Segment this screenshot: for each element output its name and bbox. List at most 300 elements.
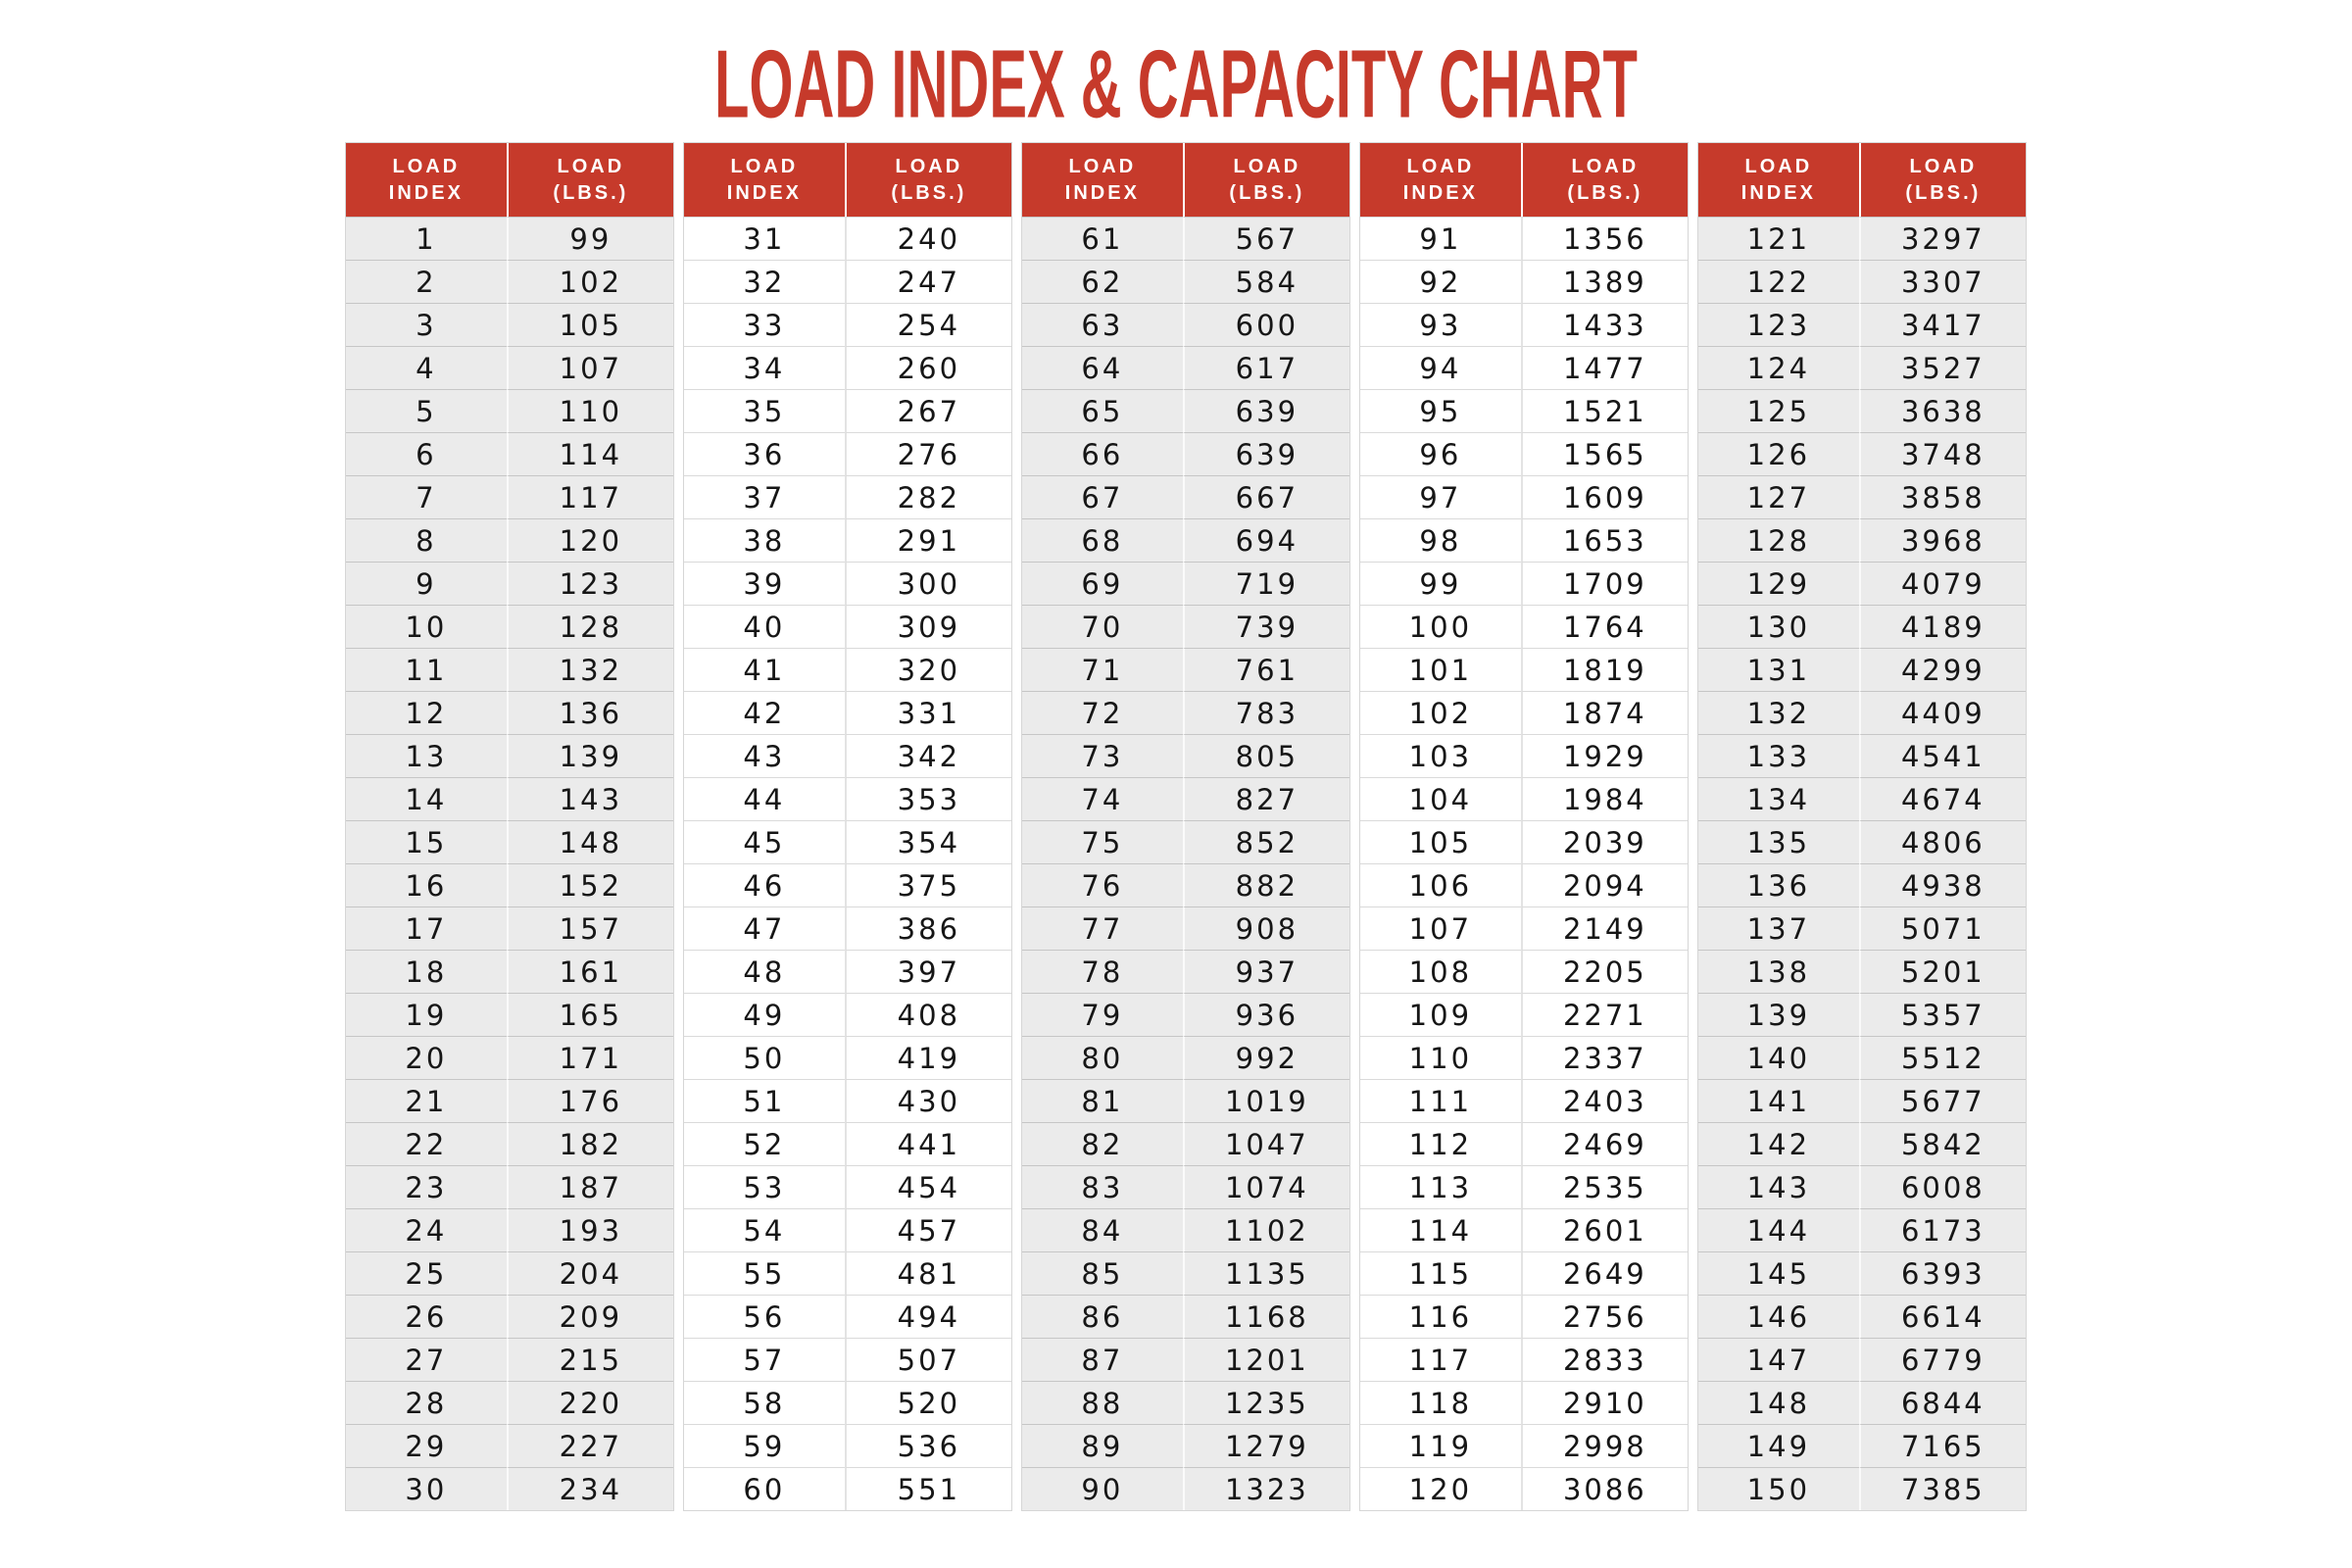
load-lbs-cell: 481 (845, 1251, 1011, 1295)
load-lbs-cell: 148 (507, 820, 673, 863)
column-header-load-index (346, 143, 507, 217)
load-index-cell: 107 (1360, 906, 1521, 950)
load-index-cell: 89 (1022, 1424, 1183, 1467)
load-lbs-cell: 234 (507, 1467, 673, 1510)
load-lbs-cell: 139 (507, 734, 673, 777)
load-lbs-cell: 276 (845, 432, 1011, 475)
load-lbs-cell: 1929 (1521, 734, 1688, 777)
load-lbs-cell: 4806 (1859, 820, 2026, 863)
load-index-cell: 71 (1022, 648, 1183, 691)
load-index-cell: 64 (1022, 346, 1183, 389)
load-index-cell: 102 (1360, 691, 1521, 734)
load-lbs-cell: 342 (845, 734, 1011, 777)
column-header-load-lbs (1183, 143, 1349, 217)
load-index-cell: 116 (1360, 1295, 1521, 1338)
load-lbs-cell: 694 (1183, 518, 1349, 562)
load-index-cell: 85 (1022, 1251, 1183, 1295)
load-index-cell: 34 (684, 346, 845, 389)
load-index-cell: 47 (684, 906, 845, 950)
load-lbs-cell: 2833 (1521, 1338, 1688, 1381)
load-index-cell: 138 (1698, 950, 1859, 993)
load-index-cell: 97 (1360, 475, 1521, 518)
load-index-cell: 141 (1698, 1079, 1859, 1122)
load-lbs-cell: 114 (507, 432, 673, 475)
load-lbs-cell: 3297 (1859, 217, 2026, 260)
load-lbs-cell: 282 (845, 475, 1011, 518)
load-index-cell: 78 (1022, 950, 1183, 993)
load-lbs-cell: 2535 (1521, 1165, 1688, 1208)
load-index-cell: 108 (1360, 950, 1521, 993)
header-line: LOAD (1068, 155, 1137, 177)
load-lbs-cell: 2998 (1521, 1424, 1688, 1467)
page-title: LOAD INDEX & CAPACITY CHART (714, 30, 1638, 139)
load-lbs-cell: 7385 (1859, 1467, 2026, 1510)
load-index-cell: 74 (1022, 777, 1183, 820)
column-header-load-lbs (507, 143, 673, 217)
column-header-load-lbs (1521, 143, 1688, 217)
load-lbs-cell: 805 (1183, 734, 1349, 777)
load-lbs-cell: 5071 (1859, 906, 2026, 950)
load-index-cell: 14 (346, 777, 507, 820)
load-index-cell: 92 (1360, 260, 1521, 303)
load-lbs-cell: 2756 (1521, 1295, 1688, 1338)
load-index-cell: 115 (1360, 1251, 1521, 1295)
table-group-5 (1697, 142, 2027, 1511)
load-index-cell: 109 (1360, 993, 1521, 1036)
load-lbs-cell: 6844 (1859, 1381, 2026, 1424)
load-index-cell: 73 (1022, 734, 1183, 777)
load-index-cell: 32 (684, 260, 845, 303)
load-lbs-cell: 1433 (1521, 303, 1688, 346)
load-index-cell: 119 (1360, 1424, 1521, 1467)
load-lbs-cell: 1201 (1183, 1338, 1349, 1381)
table-group-1 (345, 142, 674, 1511)
column-header-load-lbs (845, 143, 1011, 217)
load-index-cell: 24 (346, 1208, 507, 1251)
load-index-cell: 57 (684, 1338, 845, 1381)
load-index-cell: 6 (346, 432, 507, 475)
table-group-3 (1021, 142, 1350, 1511)
load-lbs-cell: 2205 (1521, 950, 1688, 993)
load-lbs-cell: 2601 (1521, 1208, 1688, 1251)
load-lbs-cell: 120 (507, 518, 673, 562)
load-index-cell: 123 (1698, 303, 1859, 346)
load-lbs-cell: 331 (845, 691, 1011, 734)
load-index-cell: 59 (684, 1424, 845, 1467)
load-lbs-cell: 1135 (1183, 1251, 1349, 1295)
load-lbs-cell: 220 (507, 1381, 673, 1424)
load-lbs-cell: 1356 (1521, 217, 1688, 260)
load-lbs-cell: 5677 (1859, 1079, 2026, 1122)
load-index-cell: 104 (1360, 777, 1521, 820)
load-lbs-cell: 1764 (1521, 605, 1688, 648)
load-lbs-cell: 240 (845, 217, 1011, 260)
header-line: LOAD (1233, 155, 1301, 177)
header-line: (LBS.) (1229, 181, 1305, 204)
load-index-cell: 144 (1698, 1208, 1859, 1251)
load-lbs-cell: 408 (845, 993, 1011, 1036)
load-lbs-cell: 3086 (1521, 1467, 1688, 1510)
load-lbs-cell: 1521 (1521, 389, 1688, 432)
load-index-cell: 81 (1022, 1079, 1183, 1122)
load-lbs-cell: 1984 (1521, 777, 1688, 820)
load-index-cell: 69 (1022, 562, 1183, 605)
load-index-cell: 122 (1698, 260, 1859, 303)
load-lbs-cell: 2337 (1521, 1036, 1688, 1079)
load-lbs-cell: 193 (507, 1208, 673, 1251)
load-lbs-cell: 105 (507, 303, 673, 346)
load-index-cell: 131 (1698, 648, 1859, 691)
load-index-cell: 114 (1360, 1208, 1521, 1251)
load-lbs-cell: 291 (845, 518, 1011, 562)
load-index-cell: 54 (684, 1208, 845, 1251)
header-line: INDEX (1064, 181, 1140, 204)
header-line: (LBS.) (553, 181, 629, 204)
load-lbs-cell: 5357 (1859, 993, 2026, 1036)
load-lbs-cell: 639 (1183, 432, 1349, 475)
load-index-cell: 147 (1698, 1338, 1859, 1381)
load-lbs-cell: 520 (845, 1381, 1011, 1424)
load-index-cell: 1 (346, 217, 507, 260)
header-line: LOAD (1909, 155, 1978, 177)
load-lbs-cell: 107 (507, 346, 673, 389)
header-line: INDEX (1402, 181, 1478, 204)
load-index-cell: 134 (1698, 777, 1859, 820)
load-lbs-cell: 143 (507, 777, 673, 820)
header-line: (LBS.) (891, 181, 967, 204)
load-lbs-cell: 6008 (1859, 1165, 2026, 1208)
load-lbs-cell: 783 (1183, 691, 1349, 734)
load-lbs-cell: 617 (1183, 346, 1349, 389)
load-index-cell: 26 (346, 1295, 507, 1338)
load-lbs-cell: 852 (1183, 820, 1349, 863)
load-lbs-cell: 1653 (1521, 518, 1688, 562)
load-lbs-cell: 719 (1183, 562, 1349, 605)
load-index-cell: 28 (346, 1381, 507, 1424)
load-index-cell: 7 (346, 475, 507, 518)
load-lbs-cell: 5842 (1859, 1122, 2026, 1165)
load-index-cell: 146 (1698, 1295, 1859, 1338)
load-index-cell: 132 (1698, 691, 1859, 734)
load-index-cell: 72 (1022, 691, 1183, 734)
load-index-cell: 68 (1022, 518, 1183, 562)
load-lbs-cell: 584 (1183, 260, 1349, 303)
load-lbs-cell: 204 (507, 1251, 673, 1295)
load-index-cell: 95 (1360, 389, 1521, 432)
load-lbs-cell: 567 (1183, 217, 1349, 260)
header-line: LOAD (392, 155, 461, 177)
load-index-cell: 52 (684, 1122, 845, 1165)
load-lbs-cell: 227 (507, 1424, 673, 1467)
load-index-cell: 12 (346, 691, 507, 734)
load-index-cell: 22 (346, 1122, 507, 1165)
load-index-cell: 36 (684, 432, 845, 475)
load-lbs-cell: 6614 (1859, 1295, 2026, 1338)
header-line: INDEX (726, 181, 802, 204)
load-index-cell: 91 (1360, 217, 1521, 260)
load-lbs-cell: 1102 (1183, 1208, 1349, 1251)
load-lbs-cell: 3417 (1859, 303, 2026, 346)
load-lbs-cell: 4189 (1859, 605, 2026, 648)
load-index-cell: 106 (1360, 863, 1521, 906)
load-lbs-cell: 386 (845, 906, 1011, 950)
header-line: (LBS.) (1567, 181, 1643, 204)
load-lbs-cell: 128 (507, 605, 673, 648)
load-index-cell: 136 (1698, 863, 1859, 906)
load-index-cell: 55 (684, 1251, 845, 1295)
load-lbs-cell: 1074 (1183, 1165, 1349, 1208)
load-lbs-cell: 882 (1183, 863, 1349, 906)
load-lbs-cell: 2403 (1521, 1079, 1688, 1122)
table-group-2 (683, 142, 1012, 1511)
load-index-cell: 103 (1360, 734, 1521, 777)
load-lbs-cell: 536 (845, 1424, 1011, 1467)
load-index-cell: 117 (1360, 1338, 1521, 1381)
load-index-cell: 49 (684, 993, 845, 1036)
load-lbs-cell: 110 (507, 389, 673, 432)
load-index-cell: 56 (684, 1295, 845, 1338)
load-index-cell: 62 (1022, 260, 1183, 303)
load-lbs-cell: 2469 (1521, 1122, 1688, 1165)
load-lbs-cell: 117 (507, 475, 673, 518)
load-lbs-cell: 1874 (1521, 691, 1688, 734)
load-lbs-cell: 3858 (1859, 475, 2026, 518)
load-lbs-cell: 761 (1183, 648, 1349, 691)
load-index-cell: 30 (346, 1467, 507, 1510)
load-index-cell: 43 (684, 734, 845, 777)
load-lbs-cell: 397 (845, 950, 1011, 993)
load-lbs-cell: 165 (507, 993, 673, 1036)
load-index-cell: 112 (1360, 1122, 1521, 1165)
load-index-cell: 145 (1698, 1251, 1859, 1295)
load-index-cell: 139 (1698, 993, 1859, 1036)
load-index-cell: 4 (346, 346, 507, 389)
load-lbs-cell: 1389 (1521, 260, 1688, 303)
load-index-cell: 118 (1360, 1381, 1521, 1424)
load-index-cell: 70 (1022, 605, 1183, 648)
load-index-cell: 25 (346, 1251, 507, 1295)
load-lbs-cell: 320 (845, 648, 1011, 691)
load-lbs-cell: 5512 (1859, 1036, 2026, 1079)
load-lbs-cell: 353 (845, 777, 1011, 820)
load-index-cell: 65 (1022, 389, 1183, 432)
load-index-cell: 20 (346, 1036, 507, 1079)
load-index-cell: 120 (1360, 1467, 1521, 1510)
load-lbs-cell: 908 (1183, 906, 1349, 950)
load-lbs-cell: 1235 (1183, 1381, 1349, 1424)
load-index-cell: 17 (346, 906, 507, 950)
load-lbs-cell: 267 (845, 389, 1011, 432)
load-index-cell: 129 (1698, 562, 1859, 605)
header-line: LOAD (557, 155, 625, 177)
load-index-cell: 90 (1022, 1467, 1183, 1510)
load-lbs-cell: 936 (1183, 993, 1349, 1036)
load-lbs-cell: 639 (1183, 389, 1349, 432)
load-lbs-cell: 4938 (1859, 863, 2026, 906)
load-index-cell: 121 (1698, 217, 1859, 260)
load-lbs-cell: 2910 (1521, 1381, 1688, 1424)
header-line: (LBS.) (1905, 181, 1982, 204)
load-index-cell: 127 (1698, 475, 1859, 518)
load-lbs-cell: 600 (1183, 303, 1349, 346)
load-lbs-cell: 1168 (1183, 1295, 1349, 1338)
column-header-load-index (684, 143, 845, 217)
column-header-load-lbs (1859, 143, 2026, 217)
load-index-cell: 105 (1360, 820, 1521, 863)
load-index-cell: 2 (346, 260, 507, 303)
load-index-cell: 150 (1698, 1467, 1859, 1510)
load-index-cell: 94 (1360, 346, 1521, 389)
load-index-cell: 86 (1022, 1295, 1183, 1338)
load-index-cell: 38 (684, 518, 845, 562)
load-lbs-cell: 2649 (1521, 1251, 1688, 1295)
load-lbs-cell: 4299 (1859, 648, 2026, 691)
load-index-cell: 113 (1360, 1165, 1521, 1208)
load-lbs-cell: 551 (845, 1467, 1011, 1510)
load-index-cell: 130 (1698, 605, 1859, 648)
load-lbs-cell: 99 (507, 217, 673, 260)
load-lbs-cell: 300 (845, 562, 1011, 605)
table-group-4 (1359, 142, 1689, 1511)
load-index-cell: 84 (1022, 1208, 1183, 1251)
column-header-load-index (1698, 143, 1859, 217)
load-index-cell: 137 (1698, 906, 1859, 950)
load-index-cell: 5 (346, 389, 507, 432)
load-index-cell: 100 (1360, 605, 1521, 648)
load-lbs-cell: 1047 (1183, 1122, 1349, 1165)
load-index-cell: 149 (1698, 1424, 1859, 1467)
header-line: LOAD (895, 155, 963, 177)
load-index-cell: 80 (1022, 1036, 1183, 1079)
load-lbs-cell: 136 (507, 691, 673, 734)
load-index-cell: 58 (684, 1381, 845, 1424)
load-lbs-cell: 4541 (1859, 734, 2026, 777)
load-lbs-cell: 937 (1183, 950, 1349, 993)
load-lbs-cell: 182 (507, 1122, 673, 1165)
load-lbs-cell: 507 (845, 1338, 1011, 1381)
header-line: LOAD (1571, 155, 1640, 177)
load-lbs-cell: 152 (507, 863, 673, 906)
load-index-cell: 39 (684, 562, 845, 605)
load-index-cell: 133 (1698, 734, 1859, 777)
load-lbs-cell: 1279 (1183, 1424, 1349, 1467)
load-lbs-cell: 354 (845, 820, 1011, 863)
load-lbs-cell: 176 (507, 1079, 673, 1122)
load-lbs-cell: 457 (845, 1208, 1011, 1251)
header-line: INDEX (388, 181, 464, 204)
load-lbs-cell: 3968 (1859, 518, 2026, 562)
load-index-cell: 61 (1022, 217, 1183, 260)
load-index-cell: 126 (1698, 432, 1859, 475)
load-lbs-cell: 1819 (1521, 648, 1688, 691)
load-lbs-cell: 123 (507, 562, 673, 605)
load-index-cell: 142 (1698, 1122, 1859, 1165)
load-index-cell: 60 (684, 1467, 845, 1510)
load-index-cell: 111 (1360, 1079, 1521, 1122)
load-lbs-cell: 161 (507, 950, 673, 993)
load-lbs-cell: 102 (507, 260, 673, 303)
load-lbs-cell: 187 (507, 1165, 673, 1208)
load-lbs-cell: 5201 (1859, 950, 2026, 993)
load-index-cell: 66 (1022, 432, 1183, 475)
header-line: LOAD (730, 155, 799, 177)
load-lbs-cell: 6393 (1859, 1251, 2026, 1295)
load-lbs-cell: 2039 (1521, 820, 1688, 863)
load-index-cell: 40 (684, 605, 845, 648)
load-index-cell: 53 (684, 1165, 845, 1208)
load-lbs-cell: 132 (507, 648, 673, 691)
load-index-cell: 29 (346, 1424, 507, 1467)
load-index-cell: 87 (1022, 1338, 1183, 1381)
load-index-cell: 99 (1360, 562, 1521, 605)
load-index-cell: 46 (684, 863, 845, 906)
load-index-cell: 82 (1022, 1122, 1183, 1165)
load-lbs-cell: 739 (1183, 605, 1349, 648)
load-lbs-cell: 1323 (1183, 1467, 1349, 1510)
load-lbs-cell: 1565 (1521, 432, 1688, 475)
load-lbs-cell: 1709 (1521, 562, 1688, 605)
load-index-cell: 33 (684, 303, 845, 346)
load-index-cell: 15 (346, 820, 507, 863)
load-index-cell: 77 (1022, 906, 1183, 950)
load-lbs-cell: 4079 (1859, 562, 2026, 605)
load-index-cell: 37 (684, 475, 845, 518)
load-index-cell: 148 (1698, 1381, 1859, 1424)
load-index-cell: 75 (1022, 820, 1183, 863)
load-index-cell: 18 (346, 950, 507, 993)
load-index-cell: 19 (346, 993, 507, 1036)
load-lbs-cell: 375 (845, 863, 1011, 906)
load-lbs-cell: 3307 (1859, 260, 2026, 303)
load-lbs-cell: 494 (845, 1295, 1011, 1338)
load-lbs-cell: 441 (845, 1122, 1011, 1165)
load-lbs-cell: 1019 (1183, 1079, 1349, 1122)
load-lbs-cell: 2149 (1521, 906, 1688, 950)
load-index-cell: 3 (346, 303, 507, 346)
header-line: LOAD (1406, 155, 1475, 177)
load-lbs-cell: 1477 (1521, 346, 1688, 389)
column-header-load-index (1022, 143, 1183, 217)
load-index-cell: 8 (346, 518, 507, 562)
load-lbs-cell: 1609 (1521, 475, 1688, 518)
load-index-cell: 50 (684, 1036, 845, 1079)
load-index-cell: 31 (684, 217, 845, 260)
load-lbs-cell: 247 (845, 260, 1011, 303)
load-lbs-cell: 171 (507, 1036, 673, 1079)
load-lbs-cell: 2094 (1521, 863, 1688, 906)
load-index-cell: 124 (1698, 346, 1859, 389)
load-index-cell: 128 (1698, 518, 1859, 562)
load-index-cell: 140 (1698, 1036, 1859, 1079)
load-lbs-cell: 4409 (1859, 691, 2026, 734)
load-index-cell: 9 (346, 562, 507, 605)
load-lbs-cell: 992 (1183, 1036, 1349, 1079)
load-lbs-cell: 2271 (1521, 993, 1688, 1036)
load-index-cell: 41 (684, 648, 845, 691)
load-lbs-cell: 6173 (1859, 1208, 2026, 1251)
load-lbs-cell: 157 (507, 906, 673, 950)
load-index-cell: 23 (346, 1165, 507, 1208)
load-lbs-cell: 7165 (1859, 1424, 2026, 1467)
load-lbs-cell: 3748 (1859, 432, 2026, 475)
header-line: INDEX (1740, 181, 1816, 204)
load-index-cell: 76 (1022, 863, 1183, 906)
load-index-cell: 143 (1698, 1165, 1859, 1208)
load-lbs-cell: 454 (845, 1165, 1011, 1208)
header-line: LOAD (1744, 155, 1813, 177)
load-index-cell: 101 (1360, 648, 1521, 691)
load-lbs-cell: 667 (1183, 475, 1349, 518)
